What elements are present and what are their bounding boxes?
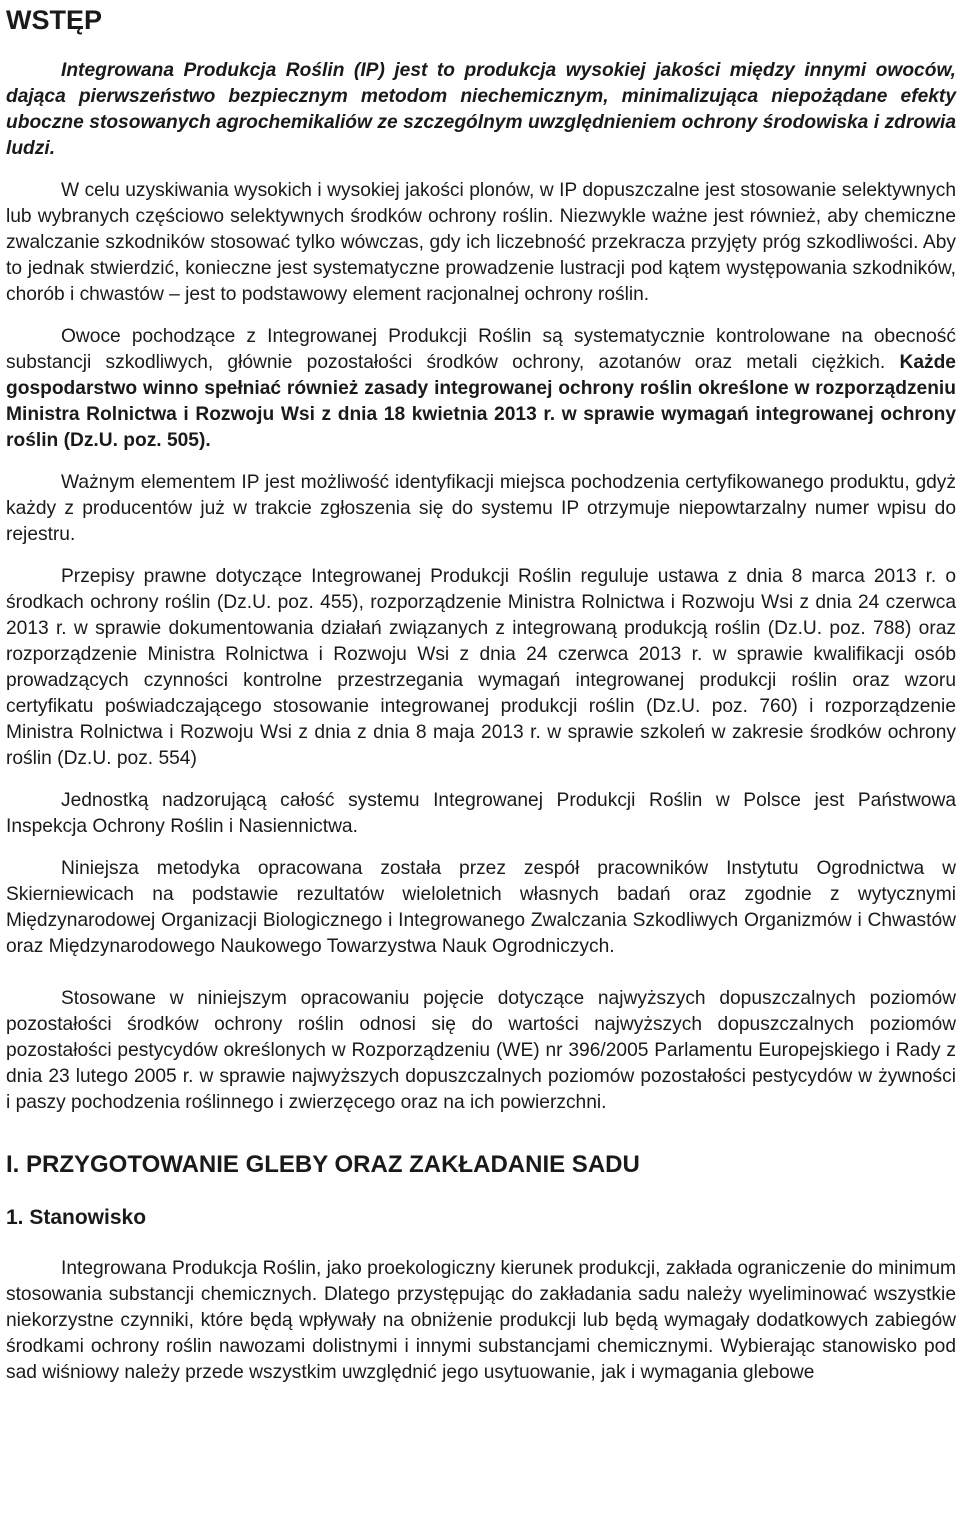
paragraph-supervising-unit: Jednostką nadzorującą całość systemu Integrowanej Produkcji Roślin w Polsce jest Państwowa Inspekcja Ochrony Roślin i Nasiennictwa. [6, 790, 956, 837]
page-title: WSTĘP [6, 5, 103, 35]
paragraph-residue-levels: Stosowane w niniejszym opracowaniu pojęcie dotyczące najwyższych dopuszczalnych poziomów pozostałości środków ochrony roślin odnosi się do wartości najwyższych dopuszczalnych poziomów pozostałości pestycydów określonych w Rozporządzeniu (WE) nr 396/2005 Parlamentu Europejskiego i Rady z dnia 23 lutego 2005 r. w sprawie najwyższych dopuszczalnych poziomów pozostałości pestycydów w żywności i paszy pochodzenia roślinnego i zwierzęcego oraz na ich powierzchni. [6, 988, 956, 1113]
paragraph-plant-protection: W celu uzyskiwania wysokich i wysokiej jakości plonów, w IP dopuszczalne jest stosowanie selektywnych lub wybranych częściowo selektywnych środków ochrony roślin. Niezwykle ważne jest również, aby chemiczne zwalczanie szkodników stosować tylko wówczas, gdy ich liczebność przekracza przyjęty próg szkodliwości. Aby to jednak stwierdzić, konieczne jest systematyczne prowadzenie lustracji pod kątem występowania szkodników, chorób i chwastów – jest to podstawowy element racjonalnej ochrony roślin. [6, 180, 956, 305]
fruit-control-text: Owoce pochodzące z Integrowanej Produkcji Roślin są systematycznie kontrolowane na obecność substancji szkodliwych, głównie pozostałości środków ochrony, azotanów oraz metali ciężkich. [6, 326, 956, 373]
fruit-control-bold-text: Każde gospodarstwo winno spełniać również zasady integrowanej ochrony roślin określone w rozporządzeniu Ministra Rolnictwa i Rozwoju Wsi z dnia 18 kwietnia 2013 r. w sprawie wymagań integrowanej ochrony roślin (Dz.U. poz. 505). [6, 352, 956, 451]
intro-paragraph: Integrowana Produkcja Roślin (IP) jest to produkcja wysokiej jakości między innymi owoców, dająca pierwszeństwo bezpiecznym metodom niechemicznym, minimalizująca niepożądane efekty uboczne stosowanych agrochemikaliów ze szczególnym uwzględnieniem ochrony środowiska i zdrowia ludzi. [6, 60, 956, 159]
paragraph-site-selection: Integrowana Produkcja Roślin, jako proekologiczny kierunek produkcji, zakłada ograniczenie do minimum stosowania substancji chemicznych. Dlatego przystępując do zakładania sadu należy wyeliminować wszystkie niekorzystne czynniki, które będą wpływały na obniżenie produkcji lub będą wymagały dodatkowych zabiegów środkami ochrony roślin nawozami dolistnymi i innymi substancjami chemicznymi. Wybierając stanowisko pod sad wiśniowy należy przede wszystkim uwzględnić jego usytuowanie, jak i wymagania glebowe [6, 1258, 956, 1383]
paragraph-identification: Ważnym elementem IP jest możliwość identyfikacji miejsca pochodzenia certyfikowanego produktu, gdyż każdy z producentów już w trakcie zgłoszenia się do systemu IP otrzymuje niepowtarzalny numer wpisu do rejestru. [6, 472, 956, 545]
paragraph-methodology: Niniejsza metodyka opracowana została przez zespół pracowników Instytutu Ogrodnictwa w Skierniewicach na podstawie rezultatów wieloletnich własnych badań oraz zgodnie z wytycznymi Międzynarodowej Organizacji Biologicznego i Integrowanego Zwalczania Szkodliwych Organizmów i Chwastów oraz Międzynarodowego Naukowego Towarzystwa Nauk Ogrodniczych. [6, 858, 956, 957]
document-page [6, 0, 956, 1386]
subsection-heading: 1. Stanowisko [6, 1206, 147, 1229]
section-heading: I. PRZYGOTOWANIE GLEBY ORAZ ZAKŁADANIE SADU [6, 1151, 640, 1178]
paragraph-legal-regulations: Przepisy prawne dotyczące Integrowanej Produkcji Roślin reguluje ustawa z dnia 8 marca 2013 r. o środkach ochrony roślin (Dz.U. poz. 455), rozporządzenie Ministra Rolnictwa i Rozwoju Wsi z dnia 24 czerwca 2013 r. w sprawie dokumentowania działań związanych z integrowaną produkcją roślin (Dz.U. poz. 788) oraz rozporządzenie Ministra Rolnictwa i Rozwoju Wsi z dnia 24 czerwca 2013 r. w sprawie kwalifikacji osób prowadzących czynności kontrolne przestrzegania wymagań integrowanej produkcji roślin oraz wzoru certyfikatu poświadczającego stosowanie integrowanej produkcji roślin (Dz.U. poz. 760) i rozporządzenie Ministra Rolnictwa i Rozwoju Wsi z dnia z dnia 8 maja 2013 r. w sprawie szkoleń w zakresie środków ochrony roślin (Dz.U. poz. 554) [6, 566, 956, 769]
paragraph-fruit-control [6, 324, 956, 454]
